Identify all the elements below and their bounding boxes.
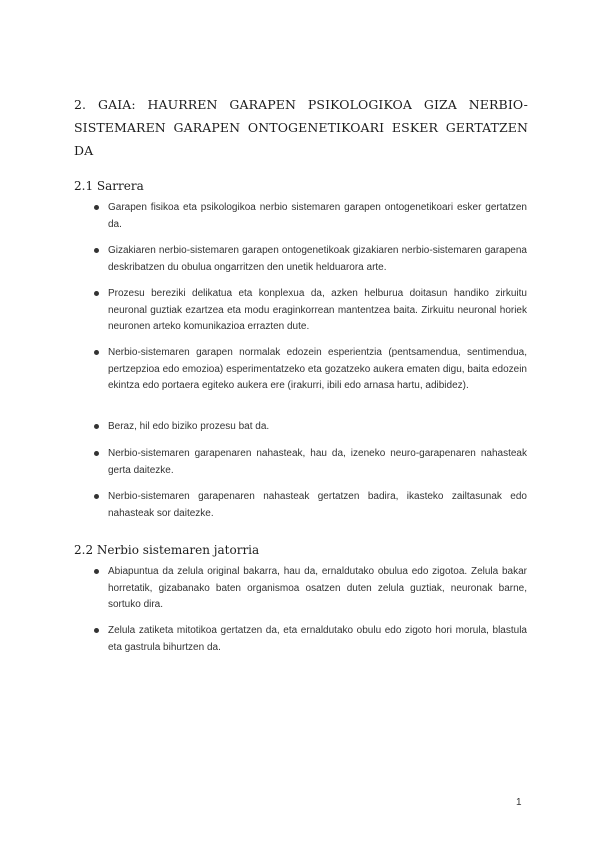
bullet-text: Nerbio-sistemaren garapenaren nahasteak gertatzen badira, ikasteko zailtasunak edo nahasteak sor daitezke. bbox=[108, 491, 527, 519]
bullet-text: Nerbio-sistemaren garapen normalak edozein esperientzia (pentsamendua, sentimendua, pertzepzioa edo emozioa) esperimentatzeko eta gozatzeko aukera ematen digu, baita edozein ekintza edo portaera egiteko aukera ere (irakurri, ibili edo arnasa hartu, adibidez). bbox=[108, 347, 527, 391]
bullet-dot-icon bbox=[94, 205, 99, 210]
bullet-dot-icon bbox=[94, 569, 99, 574]
bullet-dot-icon bbox=[94, 350, 99, 355]
bullet-dot-icon bbox=[94, 248, 99, 253]
bullet-text: Garapen fisikoa eta psikologikoa nerbio sistemaren garapen ontogenetikoari esker gertatzen da. bbox=[108, 202, 527, 230]
bullet-text: Prozesu bereziki delikatua eta konplexua da, azken helburua doitasun handiko zirkuitu neuronal guztiak ezartzea eta modu eraginkorrean mantentzea baita. Zirkuitu neuronal horiek neuronen arteko komunikazioa errazten dute. bbox=[108, 288, 527, 332]
bullet-text: Zelula zatiketa mitotikoa gertatzen da, eta ernaldutako obulu edo zigoto hori morula, blastula eta gastrula bihurtzen da. bbox=[108, 625, 527, 653]
bullet-dot-icon bbox=[94, 451, 99, 456]
bullet-dot-icon bbox=[94, 494, 99, 499]
bullet-text: Abiapuntua da zelula original bakarra, hau da, ernaldutako obulua edo zigotoa. Zelula bakar horretatik, gizabanako baten organismoa osatzen duten zelula guztiak, neuronak barne, sortuko dira. bbox=[108, 566, 527, 610]
bullet-text: Gizakiaren nerbio-sistemaren garapen ontogenetikoak gizakiaren nerbio-sistemaren garapena deskribatzen du obulua ongarritzen den unetik helduarora arte. bbox=[108, 245, 527, 273]
bullet-dot-icon bbox=[94, 291, 99, 296]
bullet-dot-icon bbox=[94, 424, 99, 429]
document-title: 2. GAIA: HAURREN GARAPEN PSIKOLOGIKOA GIZA NERBIO-SISTEMAREN GARAPEN ONTOGENETIKOARI ESKER GERTATZEN DA bbox=[74, 97, 528, 158]
section-heading-jatorria: 2.2 Nerbio sistemaren jatorria bbox=[74, 543, 260, 557]
bullet-text: Nerbio-sistemaren garapenaren nahasteak, hau da, izeneko neuro-garapenaren nahasteak gerta daitezke. bbox=[108, 448, 527, 476]
section-heading-sarrera: 2.1 Sarrera bbox=[74, 179, 144, 193]
bullet-dot-icon bbox=[94, 628, 99, 633]
bullet-text: Beraz, hil edo biziko prozesu bat da. bbox=[108, 421, 270, 432]
page-number: 1 bbox=[516, 797, 522, 808]
